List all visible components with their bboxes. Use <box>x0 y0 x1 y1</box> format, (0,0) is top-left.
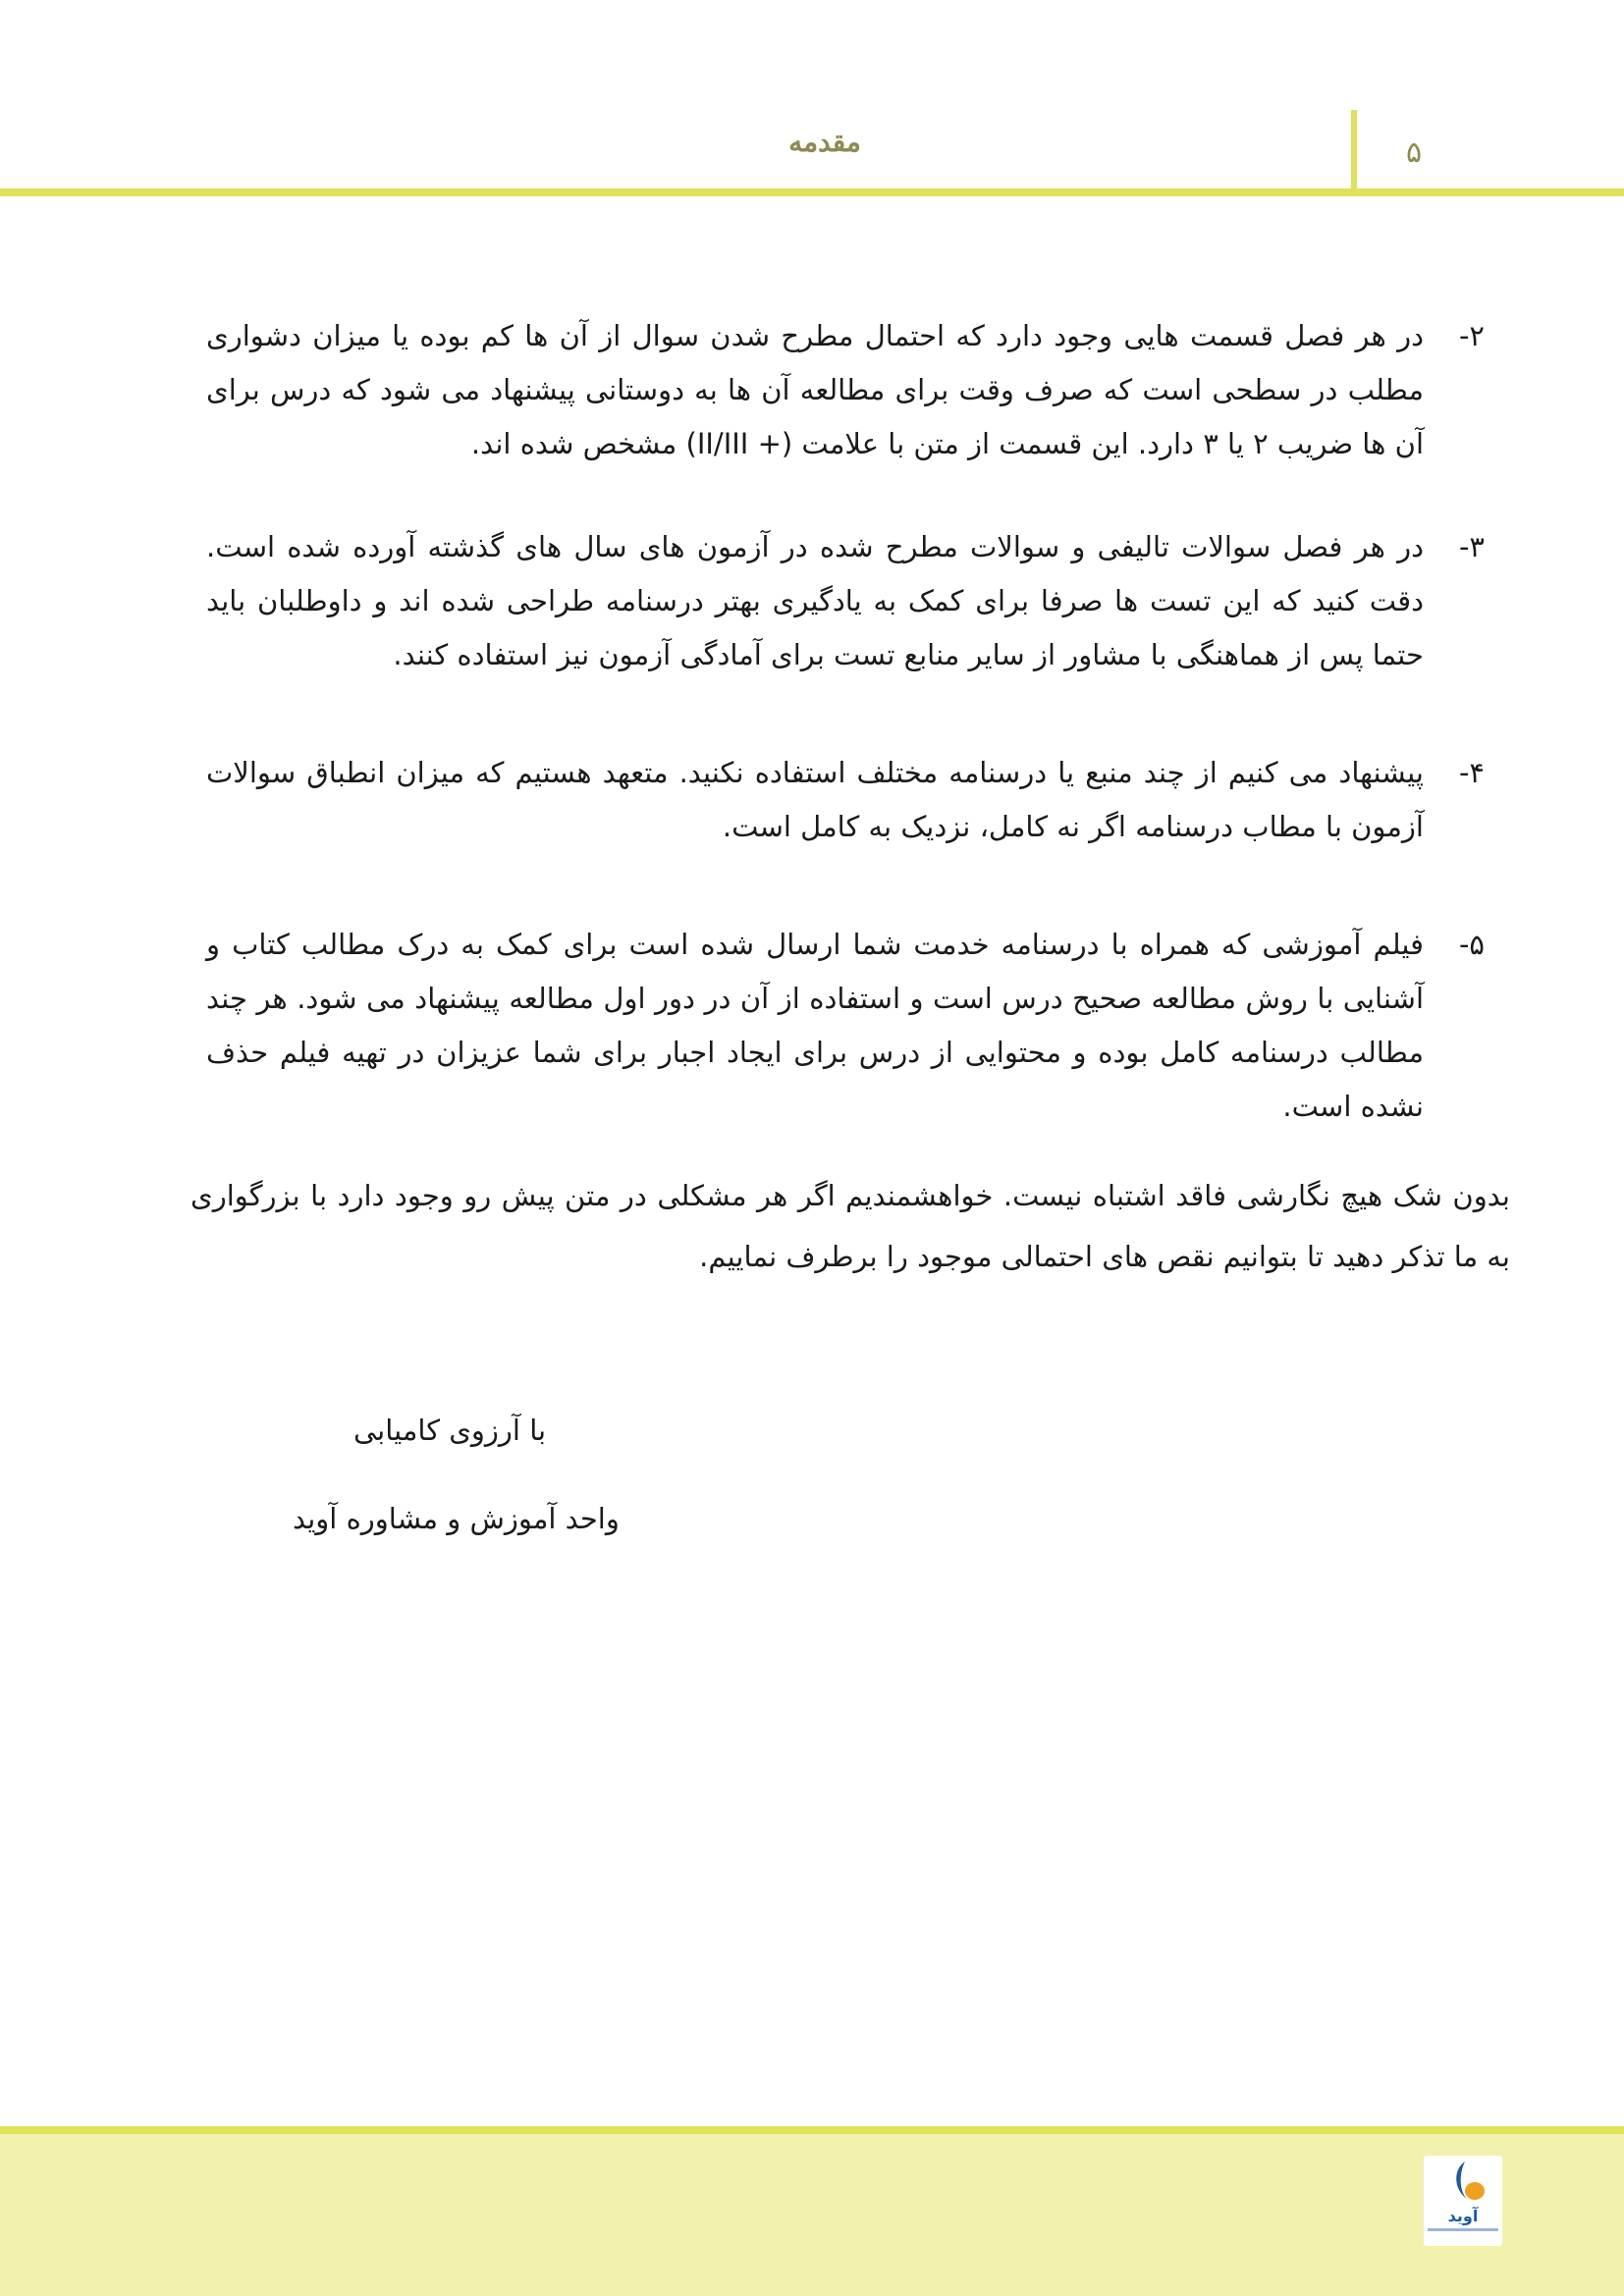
list-item <box>88 520 1485 682</box>
list-item <box>88 918 1485 1134</box>
closing-paragraph: بدون شک هیچ نگارشی فاقد اشتباه نیست. خواهشمندیم اگر هر مشکلی در متن پیش رو وجود دارد با بزرگواری به ما تذکر دهید تا بتوانیم نقص های احتمالی موجود را برطرف نماییم. <box>190 1179 1510 1273</box>
header-rule <box>0 188 1624 196</box>
footer-rule <box>0 2126 1624 2134</box>
list-item-text: در هر فصل سوالات تالیفی و سوالات مطرح شده در آزمون های سال های گذشته آورده شده است. دقت کنید که این تست ها صرفا برای کمک به یادگیری بهتر درسنامه طراحی شده اند و داوطلبان باید حتما پس از هماهنگی با مشاور از سایر منابع تست برای آمادگی آزمون نیز استفاده کنند. <box>206 530 1424 671</box>
footer-band <box>0 2134 1624 2296</box>
logo-text: آوید <box>1447 2207 1479 2225</box>
list-item-text: پیشنهاد می کنیم از چند منبع یا درسنامه مختلف استفاده نکنید. متعهد هستیم که میزان انطباق سوالات آزمون با مطاب درسنامه اگر نه کامل، نزدیک به کامل است. <box>206 756 1424 843</box>
list-item-number: ۲- <box>1458 319 1485 352</box>
list-item-text: در هر فصل قسمت هایی وجود دارد که احتمال مطرح شدن سوال از آن ها کم بوده یا میزان دشواری مطلب در سطحی است که صرف وقت برای مطالعه آن ها به دوستانی پیشنهاد می شود که درس برای آن ها ضریب ۲ یا ۳ دارد. این قسمت از متن با علامت (+ II/III) مشخص شده اند. <box>206 319 1424 460</box>
logo-underline <box>1428 2228 1498 2231</box>
avid-logo-icon <box>1424 2156 1502 2211</box>
page-title: مقدمه <box>788 126 861 158</box>
page-number: ۵ <box>1405 135 1423 170</box>
list-item <box>88 309 1485 471</box>
list-item-number: ۵- <box>1458 928 1485 961</box>
header-divider <box>1351 110 1357 192</box>
signature-wish: با آرزوی کامیابی <box>353 1414 547 1447</box>
list-item-number: ۳- <box>1458 530 1485 563</box>
logo <box>1424 2156 1502 2246</box>
list-item-number: ۴- <box>1458 756 1485 789</box>
list-item <box>88 746 1485 854</box>
signature-unit: واحد آموزش و مشاوره آوید <box>293 1502 620 1535</box>
list-item-text: فیلم آموزشی که همراه با درسنامه خدمت شما ارسال شده است برای کمک به درک مطالب کتاب و آشنایی با روش مطالعه صحیح درس است و استفاده از آن در دور اول مطالعه پیشنهاد می شود. هر چند مطالب درسنامه کامل بوده و محتوایی از درس برای ایجاد اجبار برای شما عزیزان در تهیه فیلم حذف نشده است. <box>206 928 1424 1123</box>
